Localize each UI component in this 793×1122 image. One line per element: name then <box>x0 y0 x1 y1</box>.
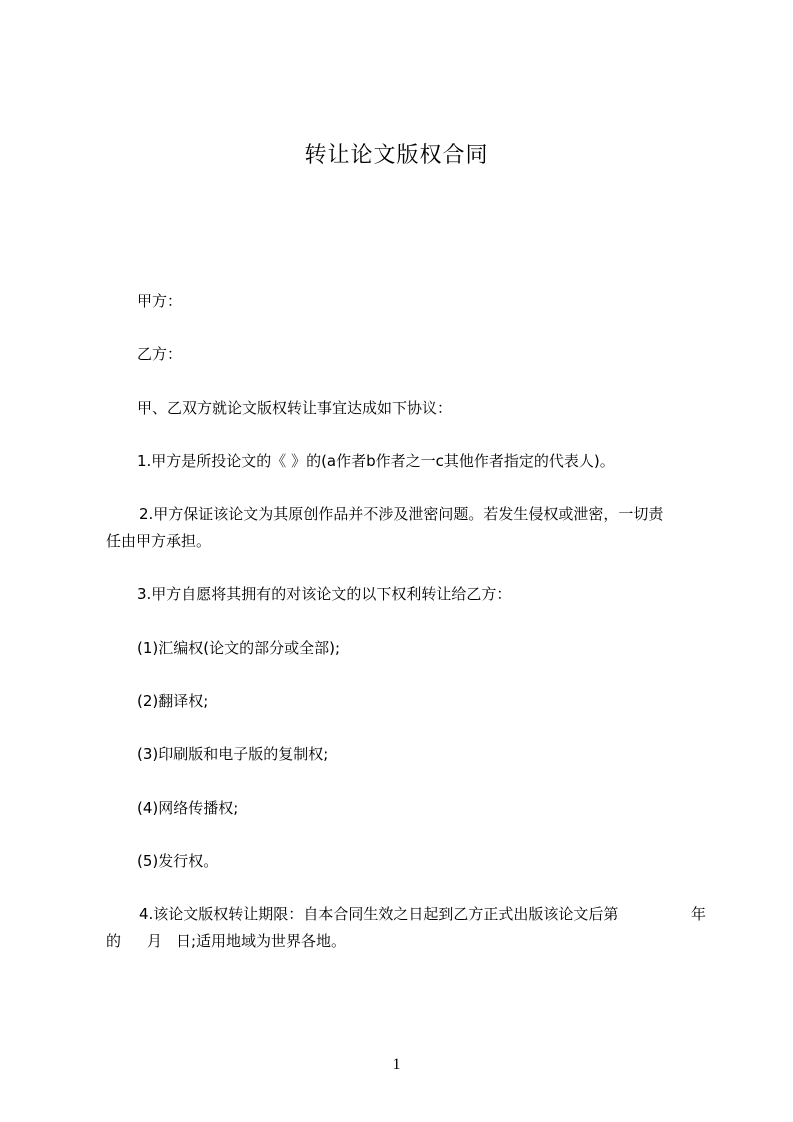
right-item-2: (2)翻译权; <box>137 692 209 710</box>
clause-4-year-label: 年 <box>691 905 707 923</box>
clause-4-month-label: 月 <box>147 932 163 950</box>
party-b-line: 乙方： <box>137 345 183 363</box>
contract-title: 转让论文版权合同 <box>304 143 489 168</box>
clause-4-de-label: 的 <box>106 932 122 950</box>
right-item-3: (3)印刷版和电子版的复制权; <box>137 745 329 763</box>
right-item-1: (1)汇编权(论文的部分或全部); <box>137 639 341 657</box>
clause-4-line-1: 4.该论文版权转让期限：自本合同生效之日起到乙方正式出版该论文后第 <box>139 905 619 923</box>
right-item-5: (5)发行权。 <box>137 852 219 870</box>
agreement-intro: 甲、乙双方就论文版权转让事宜达成如下协议： <box>137 399 453 417</box>
party-a-line: 甲方： <box>137 292 183 310</box>
page-number: 1 <box>392 1056 401 1073</box>
clause-2-line-1: 2.甲方保证该论文为其原创作品并不涉及泄密问题。若发生侵权或泄密，一切责 <box>139 505 664 523</box>
right-item-4: (4)网络传播权; <box>137 799 239 817</box>
clause-2-line-2: 任由甲方承担。 <box>106 532 212 550</box>
clause-3: 3.甲方自愿将其拥有的对该论文的以下权利转让给乙方： <box>137 585 512 603</box>
clause-4-line-2: 日;适用地域为世界各地。 <box>176 932 347 950</box>
clause-1: 1.甲方是所投论文的《 》的(a作者b作者之一c其他作者指定的代表人)。 <box>137 452 615 470</box>
